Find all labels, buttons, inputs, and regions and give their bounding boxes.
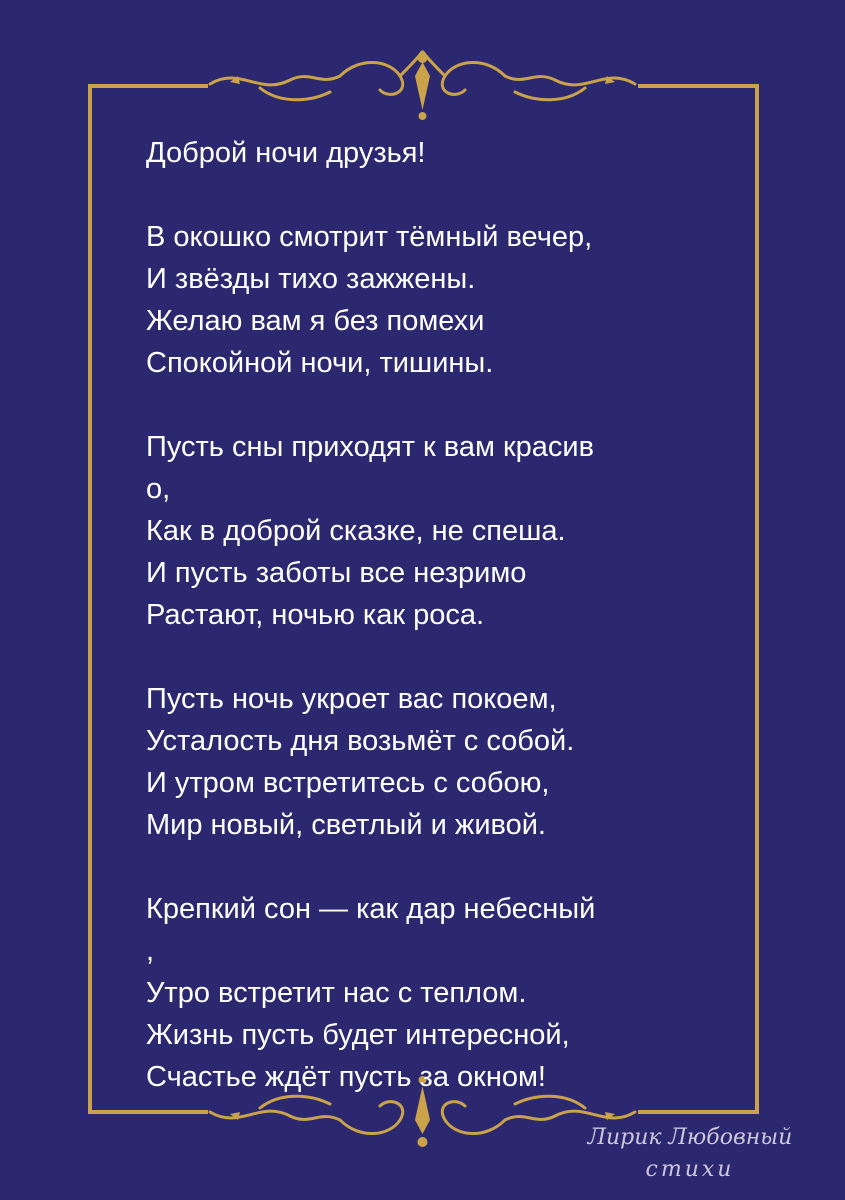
poem-line: Жизнь пусть будет интересной, [146, 1019, 570, 1051]
signature-line-2: стихи [645, 1157, 735, 1182]
stanza-3 [146, 678, 736, 846]
poem-line: Счастье ждёт пусть за окном! [146, 1061, 546, 1093]
poem-line: И пусть заботы все незримо [146, 557, 527, 589]
poem-line: Утро встретит нас с теплом. [146, 977, 527, 1009]
stanza-4 [146, 888, 736, 1098]
author-signature [560, 1122, 820, 1186]
poem-line: Пусть сны приходят к вам красив [146, 431, 595, 463]
poem-title: Доброй ночи друзья! [146, 137, 426, 169]
poem-line: , [146, 935, 155, 967]
poem-line: В окошко смотрит тёмный вечер, [146, 221, 593, 253]
poem-text [146, 132, 736, 1098]
frame-left-border [88, 84, 92, 1114]
frame-right-border [755, 84, 759, 1114]
poem-line: Пусть ночь укроет вас покоем, [146, 683, 557, 715]
poem-line: Растают, ночью как роса. [146, 599, 485, 631]
stanza-1 [146, 216, 736, 384]
poem-line: И утром встретитесь с собою, [146, 767, 550, 799]
poem-line: Крепкий сон — как дар небесный [146, 893, 596, 925]
frame-bottom-right-border [638, 1110, 759, 1114]
poem-line: о, [146, 473, 171, 505]
signature-line-1: Лирик Любовный [587, 1125, 793, 1150]
poem-line: Мир новый, светлый и живой. [146, 809, 546, 841]
poem-line: Желаю вам я без помехи [146, 305, 485, 337]
poem-line: Как в доброй сказке, не спеша. [146, 515, 566, 547]
stanza-2 [146, 426, 736, 636]
poem-line: Усталость дня возьмёт с собой. [146, 725, 575, 757]
frame-top-right-border [638, 84, 759, 88]
frame-bottom-left-border [88, 1110, 208, 1114]
poem-line: Спокойной ночи, тишины. [146, 347, 494, 379]
poem-line: И звёзды тихо зажжены. [146, 263, 476, 295]
frame-top-left-border [88, 84, 208, 88]
top-flourish-ornament-icon [200, 46, 645, 126]
